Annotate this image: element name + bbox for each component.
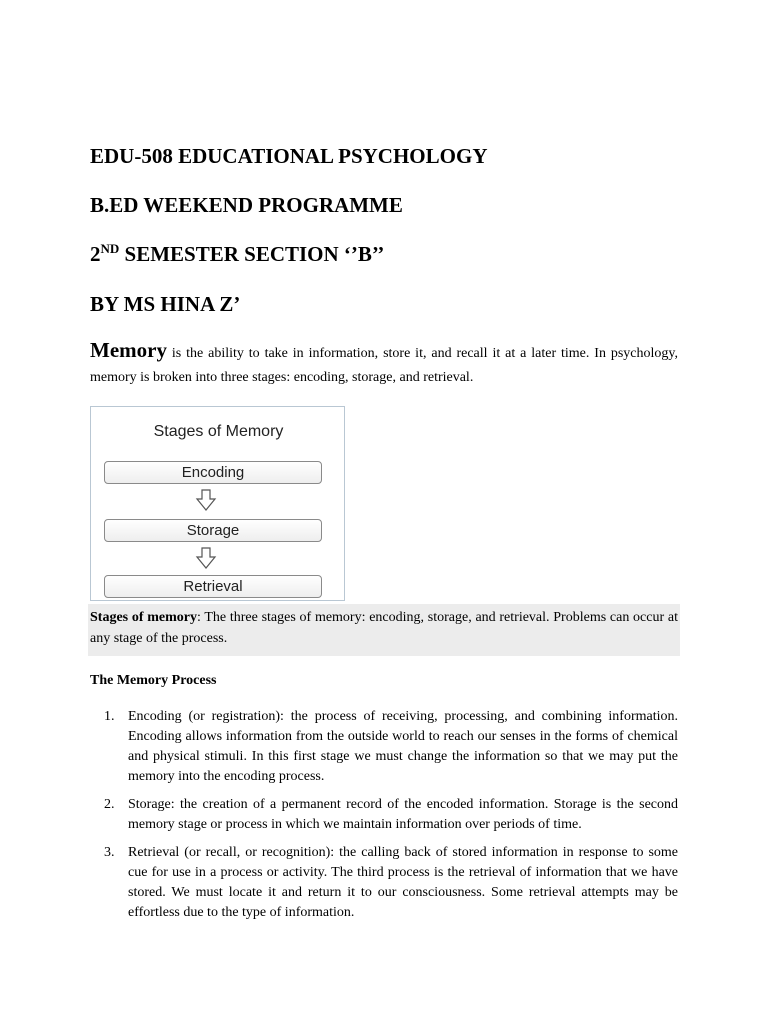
section-title: The Memory Process — [90, 673, 217, 688]
list-item-text: Encoding (or registration): the process of receiving, processing, and combining information. Encoding allows information from the outside world to reach our senses in the forms of chemical and physical stimuli. In this first stage we must change the information so that we may put the memory into the encoding process. — [128, 709, 678, 784]
list-item — [90, 707, 678, 787]
course-title: EDU-508 EDUCATIONAL PSYCHOLOGY — [90, 144, 488, 168]
list-item — [90, 843, 678, 923]
caption-text: : The three stages of memory: encoding, storage, and retrieval. Problems can occur at any stage of the process. — [90, 610, 678, 646]
caption-lead: Stages of memory — [90, 610, 197, 625]
author-line: BY MS HINA Z’ — [90, 292, 241, 316]
semester-section: SEMESTER SECTION ‘’B’’ — [119, 242, 385, 266]
list-item-number: 2. — [104, 797, 115, 812]
semester-superscript: ND — [100, 241, 120, 256]
stage-encoding-box: Encoding — [104, 461, 322, 484]
list-item — [90, 795, 678, 835]
memory-process-list — [90, 707, 678, 931]
down-arrow-icon — [194, 488, 218, 512]
list-item-text: Retrieval (or recall, or recognition): the calling back of stored information in response to some cue for use in a process or activity. The third process is the retrieval of information that we have stored. We must locate it and return it to our consciousness. Some retrieval attempts may be effortless due to the type of information. — [128, 845, 678, 920]
stages-of-memory-diagram — [90, 406, 345, 601]
intro-lead-term: Memory — [90, 338, 167, 362]
list-item-text: Storage: the creation of a permanent record of the encoded information. Storage is the second memory stage or process in which we maintain information over periods of time. — [128, 797, 678, 832]
intro-text: is the ability to take in information, store it, and recall it at a later time. In psychology, memory is broken into three stages: encoding, storage, and retrieval. — [90, 346, 678, 385]
down-arrow-icon — [194, 546, 218, 570]
intro-paragraph — [90, 338, 678, 390]
stage-retrieval-box: Retrieval — [104, 575, 322, 598]
semester-title — [90, 242, 384, 266]
list-item-number: 1. — [104, 709, 115, 724]
stage-storage-box: Storage — [104, 519, 322, 542]
semester-number: 2 — [90, 242, 101, 266]
diagram-title: Stages of Memory — [153, 423, 284, 440]
programme-title: B.ED WEEKEND PROGRAMME — [90, 193, 403, 217]
diagram-caption — [88, 604, 680, 656]
list-item-number: 3. — [104, 845, 115, 860]
